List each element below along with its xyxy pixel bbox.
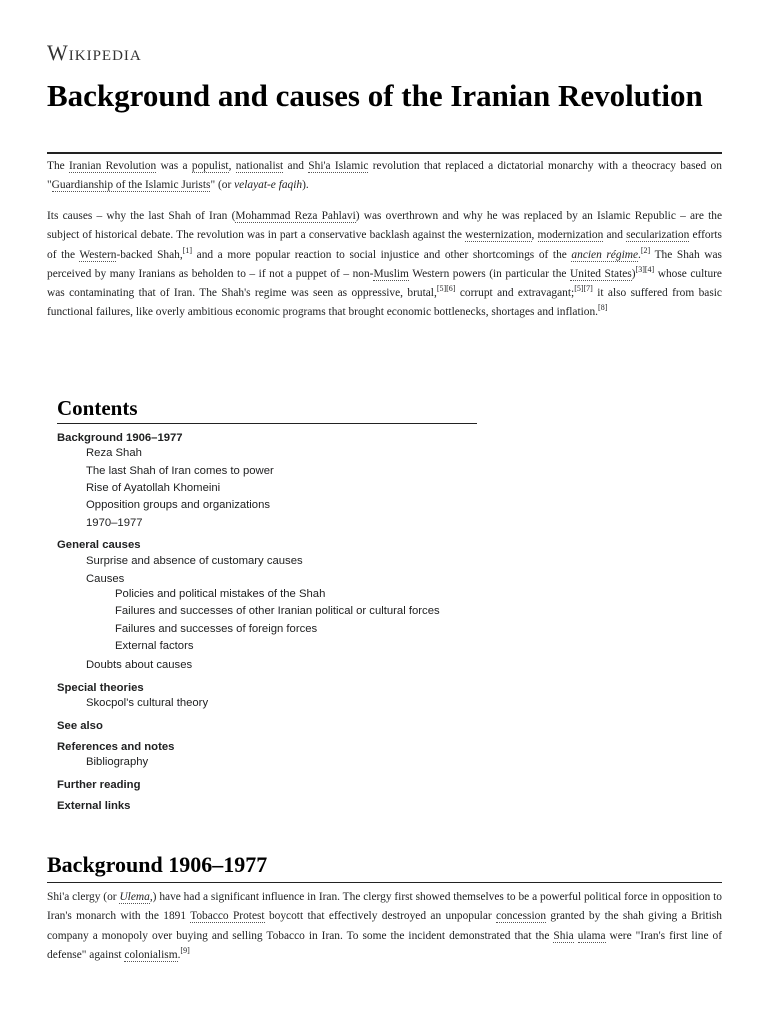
toc-item[interactable]: The last Shah of Iran comes to power [86, 465, 274, 477]
toc-item[interactable]: Surprise and absence of customary causes [86, 555, 303, 567]
toc-item[interactable]: See also [57, 720, 103, 732]
toc-item[interactable]: Background 1906–1977 [57, 432, 183, 444]
toc-item[interactable]: Special theories [57, 682, 144, 694]
section-heading: Background 1906–1977 [47, 852, 268, 877]
toc-item[interactable]: Bibliography [86, 756, 149, 768]
link-ulama[interactable]: ulama [577, 929, 606, 942]
link-ulema[interactable]: Ulema [119, 891, 150, 903]
toc-item[interactable]: 1970–1977 [86, 517, 143, 529]
toc-item[interactable]: Failures and successes of foreign forces [115, 623, 318, 635]
toc-item[interactable]: External links [57, 800, 131, 812]
link-westernization[interactable]: westernization [465, 229, 532, 242]
toc-item[interactable]: Further reading [57, 779, 141, 791]
citation[interactable]: [7] [583, 284, 593, 294]
toc-item[interactable]: Doubts about causes [86, 659, 193, 671]
intro-paragraph-1: The Iranian Revolution was a populist, nationalist and Shi'a Islamic revolution that replaced a dictatorial monarchy with a theocracy based on "Guardianship of the Islamic Jurists" (or velayat-e faqih). [47, 160, 722, 192]
citation[interactable]: [5] [436, 284, 447, 294]
toc-item[interactable]: Reza Shah [86, 447, 142, 459]
link-tobacco-protest[interactable]: Tobacco Protest [190, 910, 265, 923]
table-of-contents [57, 396, 477, 812]
link-muslim[interactable]: Muslim [373, 267, 409, 280]
toc-item[interactable]: Opposition groups and organizations [86, 499, 271, 511]
toc-item[interactable]: Failures and successes of other Iranian political or cultural forces [115, 605, 440, 617]
link-populist[interactable]: populist [191, 160, 229, 172]
toc-item[interactable]: Policies and political mistakes of the Shah [115, 588, 326, 600]
contents-divider [57, 423, 477, 424]
link-united-states[interactable]: United States [570, 267, 632, 280]
contents-heading: Contents [57, 396, 138, 420]
intro-paragraph-2: Its causes – why the last Shah of Iran (Mohammad Reza Pahlavi) was overthrown and why he was replaced by an Islamic Republic – are the subject of historical debate. The revolution was in part a conservative backlash against the westernization, modernization and secularization efforts of the Western-backed Shah,[1] and a more popular reaction to social injustice and other shortcomings of the ancien régime.[2] The Shah was perceived by many Iranians as beholden to – if not a puppet of – non-Muslim Western powers (in particular the United States)[3][4] whose culture was contaminating that of Iran. The Shah's regime was seen as oppressive, brutal,[5][6] corrupt and extravagant;[5][7] it also suffered from basic functional failures, like overly ambitious economic programs that brought economic bottlenecks, shortages and inflation.[8] [47, 210, 723, 319]
citation[interactable]: [9] [180, 946, 190, 956]
link-ancien-regime[interactable]: ancien régime [571, 248, 639, 261]
citation[interactable]: [1] [182, 245, 193, 255]
section-paragraph: Shi'a clergy (or Ulema,) have had a significant influence in Iran. The clergy first showed themselves to be a powerful political force in opposition to Iran's monarch with the 1891 Tobacco Protest boycott that effectively destroyed an unpopular concession granted by the shah giving a British company a monopoly over buying and selling Tobacco in Iran. To some the incident demonstrated that the Shia ulama were "Iran's first line of defense" against colonialism.[9] [47, 891, 723, 961]
citation[interactable]: [6] [446, 284, 456, 294]
section-divider [47, 882, 722, 883]
link-shia[interactable]: Shia [553, 929, 574, 942]
wikipedia-logo[interactable]: Wikipedia [47, 40, 142, 65]
citation[interactable]: [3] [635, 265, 645, 275]
link-nationalist[interactable]: nationalist [235, 160, 284, 172]
toc-item[interactable]: Causes [86, 573, 125, 585]
link-colonialism[interactable]: colonialism [124, 948, 178, 961]
link-shia-islamic[interactable]: Shi'a Islamic [308, 160, 369, 172]
toc-item[interactable]: General causes [57, 539, 141, 551]
link-iranian-revolution[interactable]: Iranian Revolution [69, 160, 157, 172]
link-concession[interactable]: concession [496, 910, 547, 923]
toc-item[interactable]: External factors [115, 640, 194, 652]
title-divider [47, 152, 722, 154]
link-modernization[interactable]: modernization [537, 229, 604, 242]
toc-item[interactable]: Rise of Ayatollah Khomeini [86, 482, 221, 494]
link-secularization[interactable]: secularization [626, 229, 690, 242]
citation[interactable]: [2] [640, 245, 651, 255]
toc-item[interactable]: Skocpol's cultural theory [86, 697, 209, 709]
link-western[interactable]: Western [79, 248, 117, 261]
link-mohammad-reza-pahlavi[interactable]: Mohammad Reza Pahlavi [235, 210, 356, 222]
citation[interactable]: [4] [644, 265, 655, 275]
citation[interactable]: [5] [574, 284, 584, 294]
page-title: Background and causes of the Iranian Revolution [47, 78, 703, 113]
toc-item[interactable]: References and notes [57, 741, 175, 753]
citation[interactable]: [8] [598, 303, 608, 313]
link-guardianship[interactable]: Guardianship of the Islamic Jurists [51, 179, 211, 192]
